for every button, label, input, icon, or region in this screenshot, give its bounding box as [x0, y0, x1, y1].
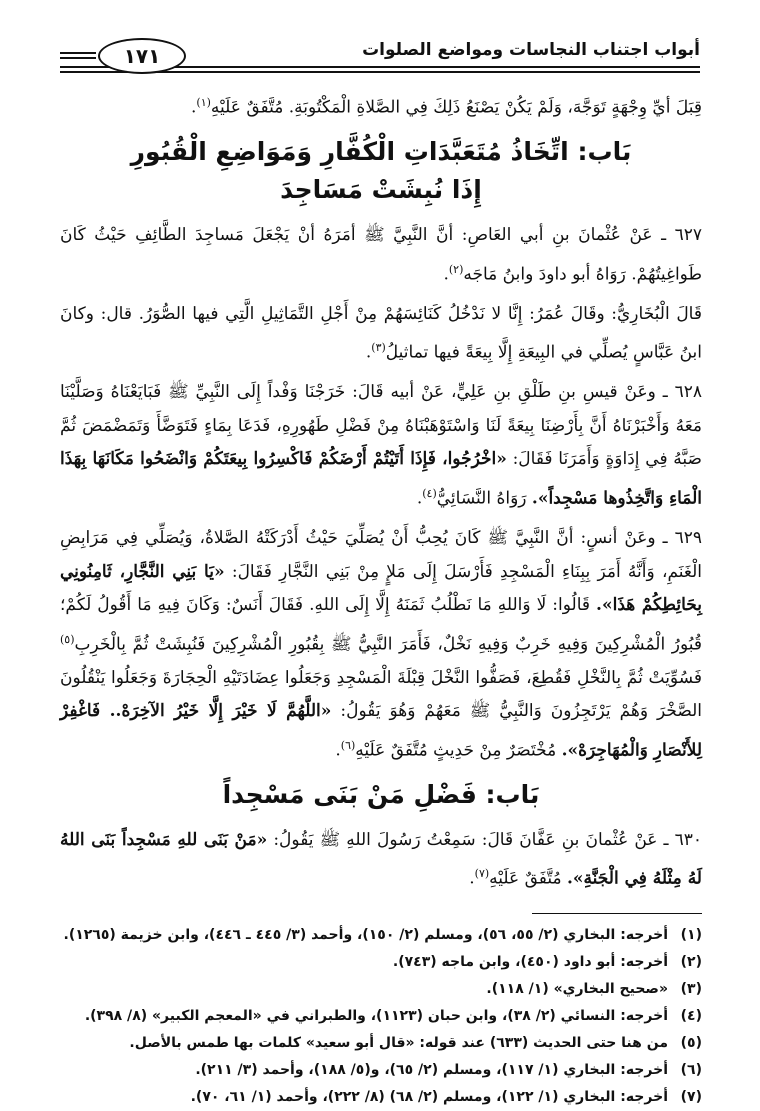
hadith-627: ٦٢٧ ـ عَنْ عُثْمانَ بنِ أبي العَاصِ: أنَّ النَّبِيَّ ﷺ أمَرَهُ أنْ يَجْعَلَ مَساجِدَ الطَّائِفِ حَيْثُ كَانَ طَواغِيتُهُمْ. رَوَاهُ أبو داودَ وابنُ مَاجَه$^{(٢)}$.	[60, 225, 702, 285]
footnote: (٧) أخرجه: البخاري (١/ ١٢٢)، ومسلم (٢/ ٦٨) (٨/ ٢٢٢)، وأحمد (١/ ٦١، ٧٠).	[190, 1088, 702, 1105]
hadith-629: ٦٢٩ ـ وعَنْ أنسٍ: أنَّ النَّبِيَّ ﷺ كَانَ يُحِبُّ أَنْ يُصَلِّيَ حَيْثُ أَدْرَكَتْهُ الصَّلاةُ، وَيُصَلِّي فِي مَرَابِضِ الْغَنَمِ، وَأَنَّهُ أَمَرَ بِبِنَاءِ الْمَسْجِدِ فَأَرْسَلَ إِلَى مَلإٍ مِنْ بَنِي النَّجَّارِ فَقَالَ: «يَا بَنِي النَّجَّارِ، ثَامِنُونِي بِحَائِطِكُمْ هَذَا». قَالُوا: لَا وَاللهِ مَا نَطْلُبُ ثَمَنَهُ إِلَّا إِلَى اللهِ. فَقَالَ أَنَسٌ: وَكَانَ فِيهِ مَا أَقُولُ لَكُمْ؛ قُبُورُ الْمُشْرِكِينَ وَفِيهِ خَرِبٌ وَفِيهِ نَخْلٌ، فَأَمَرَ النَّبِيُّ ﷺ بِقُبُورِ الْمُشْرِكِينَ فَنُبِشَتْ ثُمَّ بِالْخَرِبِ$^{(٥)}$ فَسُوِّيَتْ ثُمَّ بِالنَّخْلِ فَقُطِعَ، فَصَفُّوا النَّخْلَ قِبْلَةَ الْمَسْجِدِ وَجَعَلُوا عِضَادَتَيْهِ الْحِجَارَةَ وَجَعَلُوا يَنْقُلُونَ الصَّخْرَ وَهُمْ يَرْتَجِزُونَ وَالنَّبِيُّ ﷺ مَعَهُمْ وَهُوَ يَقُولُ: «اللَّهُمَّ لَا خَيْرَ إِلَّا خَيْرُ الآخِرَهْ.. فَاغْفِرْ لِلأَنْصَارِ وَالْمُهَاجِرَهْ». مُخْتَصَرٌ مِنْ حَدِيثٍ مُتَّفَقٌ عَلَيْهِ$^{(٦)}$.	[60, 528, 703, 761]
footnote-ref: (٥)	[60, 632, 75, 646]
page-number: ١٧١	[123, 44, 161, 68]
hadith-628: ٦٢٨ ـ وعَنْ قيسِ بنِ طَلْقِ بنِ عَلِيٍّ، عَنْ أبيه قَالَ: خَرَجْنَا وَفْداً إِلَى النَّبِيِّ ﷺ فَبَايَعْنَاهُ وَصَلَّيْنَا مَعَهُ وَأَخْبَرْنَاهُ أَنَّ بِأَرْضِنَا بِيعَةً لَنَا وَاسْتَوْهَبْنَاهُ مِنْ فَضْلِ طَهُورِهِ، فَدَعَا بِمَاءٍ فَتَوَضَّأَ وَتَمَضْمَضَ ثُمَّ صَبَّهُ فِي إِدَاوَةٍ وَأَمَرَنَا فَقَالَ: «اخْرُجُوا، فَإِذَا أَتَيْتُمْ أَرْضَكُمْ فَاكْسِرُوا بِيعَتَكُمْ وَانْضَحُوا مَكَانَهَا بِهَذَا الْمَاءِ وَاتَّخِذُوها مَسْجِداً». رَوَاهُ النَّسَائِيُّ$^{(٤)}$.	[60, 382, 702, 509]
footnote: (٤) أخرجه: النسائي (٢/ ٣٨)، وابن حبان (١١٢٣)، والطبراني في «المعجم الكبير» (٨/ ٣٩٨).	[84, 1007, 702, 1024]
paragraph-continued: قِبَلَ أيِّ وِجْهَةٍ تَوَجَّهَ، وَلَمْ يَكُنْ يَصْنَعُ ذَلِكَ فِي الصَّلاةِ الْمَكْتُوبَةِ. مُتَّفَقٌ عَلَيْهِ$^{(١)}$.	[190, 96, 702, 118]
footnote-separator	[532, 913, 702, 914]
hadith-628-quote: «اخْرُجُوا، فَإِذَا أَتَيْتُمْ أَرْضَكُمْ فَاكْسِرُوا بِيعَتَكُمْ وَانْضَحُوا مَكَانَهَا بِهَذَا الْمَاءِ وَاتَّخِذُوها مَسْجِداً».	[60, 449, 702, 509]
running-title: أبواب اجتناب النجاسات ومواضع الصلوات	[362, 40, 700, 60]
chapter-title	[60, 133, 702, 209]
page-number-badge	[98, 38, 186, 74]
hadith-630: ٦٣٠ ـ عَنْ عُثْمانَ بنِ عَفَّانَ قَالَ: سَمِعْتُ رَسُولَ اللهِ ﷺ يَقُولُ: «مَنْ بَنَى للهِ مَسْجِداً بَنَى اللهُ لَهُ مِثْلَهُ فِي الْجَنَّةِ». مُتَّفَقٌ عَلَيْهِ$^{(٧)}$.	[60, 829, 702, 890]
footnote: (١) أخرجه: البخاري (٢/ ٥٥، ٥٦)، ومسلم (٢/ ١٥٠)، وأحمد (٣/ ٤٤٥ ـ ٤٤٦)، وابن خزيمة (١٢٦٥).	[63, 926, 702, 943]
footnote: (٣) «صحيح البخاري» (١/ ١١٨).	[486, 980, 702, 997]
footnote: (٥) من هنا حتى الحديث (٦٣٣) عند قوله: «قال أبو سعيد» كلمات بها طمس بالأصل.	[129, 1034, 702, 1051]
footnote-ref: (٢)	[448, 262, 464, 276]
hadith-629-quote-2: «اللَّهُمَّ لَا خَيْرَ إِلَّا خَيْرُ الآخِرَهْ.. فَاغْفِرْ لِلأَنْصَارِ وَالْمُهَاجِرَهْ».	[60, 701, 702, 761]
page-header	[60, 38, 700, 78]
footnote-ref: (٧)	[474, 867, 490, 881]
hadith-630-quote: «مَنْ بَنَى للهِ مَسْجِداً بَنَى اللهُ لَهُ مِثْلَهُ فِي الْجَنَّةِ».	[60, 829, 702, 890]
footnote-ref: (٤)	[422, 486, 437, 500]
page-body	[60, 86, 702, 1111]
footnote-ref: (١)	[196, 96, 211, 109]
left-rule-bottom	[60, 57, 96, 59]
chapter-title-line1: بَاب: اتِّخَاذُ مُتَعَبَّدَاتِ الْكُفَّارِ وَمَوَاضِعِ الْقُبُورِ	[130, 137, 632, 167]
footnotes-list	[60, 922, 702, 1111]
footnote: (٦) أخرجه: البخاري (١/ ١١٧)، ومسلم (٢/ ٦٥)، و(٥/ ١٨٨)، وأحمد (٣/ ٢١١).	[195, 1061, 702, 1078]
chapter-title-line2: إِذَا نُبِشَتْ مَسَاجِدَ	[280, 175, 482, 205]
footnote: (٢) أخرجه: أبو داود (٤٥٠)، وابن ماجه (٧٤٣).	[392, 953, 702, 970]
chapter-title-2: بَاب: فَضْلِ مَنْ بَنَى مَسْجِداً	[222, 779, 540, 809]
left-rule-top	[60, 52, 96, 54]
footnote-ref: (٦)	[340, 738, 356, 752]
footnote-ref: (٣)	[371, 341, 386, 355]
bukhari-note: قَالَ الْبُخَارِيُّ: وقَالَ عُمَرُ: إِنَّا لا نَدْخُلُ كَنَائِسَهُمْ مِنْ أَجْلِ التَّمَاثِيلِ الَّتِي فيها الصُّوَرُ. قال: وكانَ ابنُ عَبَّاسٍ يُصلِّي في البِيعَةِ إِلَّا بِيعَةً فيها تماثيلُ$^{(٣)}$.	[60, 303, 702, 363]
hadith-629-quote-1: «يَا بَنِي النَّجَّارِ، ثَامِنُونِي بِحَائِطِكُمْ هَذَا».	[60, 561, 702, 616]
